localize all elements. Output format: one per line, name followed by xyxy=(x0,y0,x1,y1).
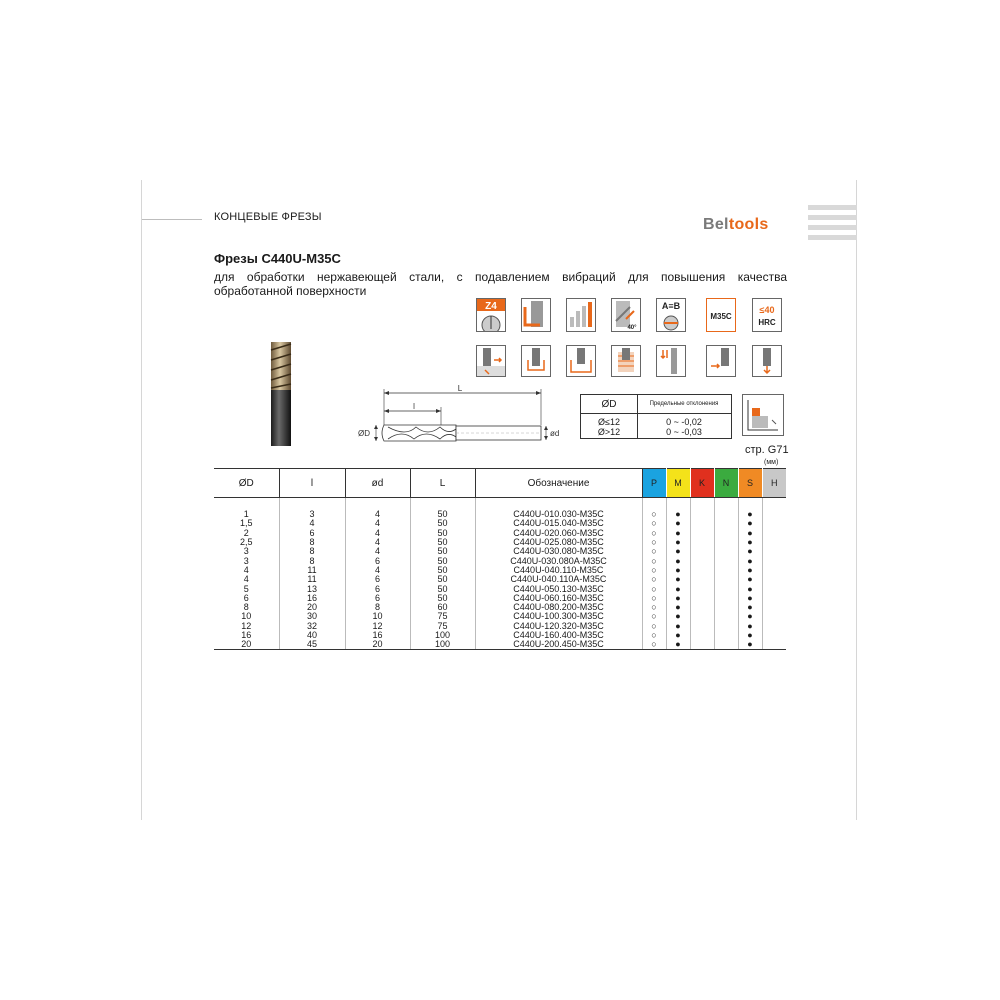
cell-iso-p: ○ xyxy=(642,529,666,538)
cell-iso-h xyxy=(762,566,786,575)
cell-iso-n xyxy=(714,538,738,547)
table-row xyxy=(214,519,786,528)
cell-iso-s: ● xyxy=(738,510,762,519)
cell-L: 75 xyxy=(410,612,475,621)
table-body xyxy=(214,498,786,650)
cell-code: C440U-100.300-M35C xyxy=(475,612,642,621)
cell-iso-m: ● xyxy=(666,584,690,593)
cell-iso-s: ● xyxy=(738,575,762,584)
cell-d: 6 xyxy=(345,594,410,603)
svg-text:A≡B: A≡B xyxy=(661,301,681,311)
cell-l: 11 xyxy=(279,575,345,584)
cell-d: 20 xyxy=(345,640,410,650)
cell-iso-m: ● xyxy=(666,538,690,547)
drill-down-icon xyxy=(752,345,782,377)
cell-d: 6 xyxy=(345,556,410,565)
table-row xyxy=(214,510,786,519)
cell-iso-m: ● xyxy=(666,529,690,538)
cell-code: C440U-060.160-M35C xyxy=(475,594,642,603)
side-milling-icon xyxy=(476,345,506,377)
cell-iso-s: ● xyxy=(738,594,762,603)
svg-text:L: L xyxy=(457,385,463,393)
cell-iso-m: ● xyxy=(666,566,690,575)
cell-iso-s: ● xyxy=(738,538,762,547)
cell-code: C440U-030.080-M35C xyxy=(475,547,642,556)
cell-d: 10 xyxy=(345,612,410,621)
cell-code: C440U-010.030-M35C xyxy=(475,510,642,519)
cell-iso-s: ● xyxy=(738,529,762,538)
cell-iso-m: ● xyxy=(666,556,690,565)
z4-icon xyxy=(476,298,506,332)
cell-l: 6 xyxy=(279,529,345,538)
table-row xyxy=(214,529,786,538)
table-row xyxy=(214,631,786,640)
dimension-drawing xyxy=(356,385,566,450)
cell-iso-k xyxy=(690,566,714,575)
cell-iso-n xyxy=(714,575,738,584)
table-header-row xyxy=(214,469,786,498)
cell-L: 50 xyxy=(410,584,475,593)
cell-L: 50 xyxy=(410,519,475,528)
m35c-icon xyxy=(706,298,736,332)
cell-iso-p: ○ xyxy=(642,547,666,556)
plunge-icon xyxy=(656,345,686,377)
tolerance-d-2: Ø>12 xyxy=(597,427,621,437)
cell-D: 3 xyxy=(214,547,279,556)
tolerance-chart-icon xyxy=(742,394,784,436)
cell-iso-n xyxy=(714,594,738,603)
cell-L: 50 xyxy=(410,556,475,565)
cell-iso-h xyxy=(762,575,786,584)
section-title: КОНЦЕВЫЕ ФРЕЗЫ xyxy=(214,211,322,223)
cell-iso-h xyxy=(762,612,786,621)
cell-l: 45 xyxy=(279,640,345,650)
cell-iso-s: ● xyxy=(738,631,762,640)
cell-d: 6 xyxy=(345,575,410,584)
table-row xyxy=(214,584,786,593)
header-rule xyxy=(142,219,202,220)
cell-l: 16 xyxy=(279,594,345,603)
cell-D: 4 xyxy=(214,566,279,575)
cell-D: 4 xyxy=(214,575,279,584)
cell-d: 4 xyxy=(345,519,410,528)
table-row xyxy=(214,575,786,584)
cell-iso-p: ○ xyxy=(642,575,666,584)
corner-radius-icon xyxy=(521,298,551,332)
cell-L: 50 xyxy=(410,510,475,519)
cell-D: 20 xyxy=(214,640,279,650)
cell-iso-p: ○ xyxy=(642,640,666,650)
cell-l: 8 xyxy=(279,547,345,556)
cell-iso-k xyxy=(690,603,714,612)
svg-text:M35C: M35C xyxy=(710,312,732,321)
iso-k: K xyxy=(690,469,714,498)
cell-l: 11 xyxy=(279,566,345,575)
cell-iso-k xyxy=(690,640,714,650)
svg-text:ØD: ØD xyxy=(358,429,370,438)
cell-d: 12 xyxy=(345,622,410,631)
cell-code: C440U-050.130-M35C xyxy=(475,584,642,593)
cell-iso-p: ○ xyxy=(642,538,666,547)
cell-iso-m: ● xyxy=(666,547,690,556)
a-b-icon xyxy=(656,298,686,332)
cell-iso-m: ● xyxy=(666,519,690,528)
tolerance-col-d: ØD xyxy=(601,398,617,410)
cell-L: 50 xyxy=(410,594,475,603)
cell-iso-s: ● xyxy=(738,612,762,621)
cell-iso-h xyxy=(762,556,786,565)
table-row xyxy=(214,547,786,556)
cell-iso-h xyxy=(762,631,786,640)
pocket-icon xyxy=(566,345,596,377)
table-row xyxy=(214,556,786,565)
cell-iso-s: ● xyxy=(738,556,762,565)
cell-l: 13 xyxy=(279,584,345,593)
cell-iso-h xyxy=(762,594,786,603)
cell-iso-s: ● xyxy=(738,622,762,631)
page-reference: стр. G71 xyxy=(745,444,789,456)
col-header-flute-length: l xyxy=(279,469,345,498)
table-row xyxy=(214,566,786,575)
cell-iso-h xyxy=(762,603,786,612)
cell-iso-k xyxy=(690,594,714,603)
cell-l: 20 xyxy=(279,603,345,612)
svg-text:≤40: ≤40 xyxy=(759,305,775,315)
svg-text:Z4: Z4 xyxy=(485,301,497,312)
cell-code: C440U-020.060-M35C xyxy=(475,529,642,538)
cell-iso-k xyxy=(690,622,714,631)
cell-L: 50 xyxy=(410,529,475,538)
tolerance-value-2: 0 ~ -0,03 xyxy=(666,427,702,437)
cell-L: 75 xyxy=(410,622,475,631)
svg-text:ød: ød xyxy=(550,429,560,438)
table-row xyxy=(214,538,786,547)
cell-D: 16 xyxy=(214,631,279,640)
tolerance-d-1: Ø≤12 xyxy=(598,417,620,427)
cell-d: 4 xyxy=(345,529,410,538)
cell-iso-p: ○ xyxy=(642,603,666,612)
product-description: для обработки нержавеющей стали, с подавлением вибраций для повышения качества обработанной поверхности xyxy=(214,270,787,298)
cell-code: C440U-030.080A-M35C xyxy=(475,556,642,565)
cell-iso-k xyxy=(690,584,714,593)
right-margin-line xyxy=(856,180,857,820)
cell-iso-k xyxy=(690,538,714,547)
col-header-length: L xyxy=(410,469,475,498)
cell-iso-m: ● xyxy=(666,510,690,519)
cell-iso-p: ○ xyxy=(642,519,666,528)
cell-iso-s: ● xyxy=(738,584,762,593)
col-header-diameter: ØD xyxy=(214,469,279,498)
cell-iso-m: ● xyxy=(666,603,690,612)
dimensions-table xyxy=(214,468,786,650)
cell-l: 32 xyxy=(279,622,345,631)
tolerance-table xyxy=(580,394,732,439)
cell-D: 1,5 xyxy=(214,519,279,528)
cell-d: 4 xyxy=(345,510,410,519)
cell-D: 3 xyxy=(214,556,279,565)
cell-iso-h xyxy=(762,529,786,538)
table-row xyxy=(214,622,786,631)
cell-iso-p: ○ xyxy=(642,631,666,640)
cell-iso-k xyxy=(690,519,714,528)
end-mill-photo xyxy=(268,340,294,448)
cell-D: 2,5 xyxy=(214,538,279,547)
cell-iso-s: ● xyxy=(738,566,762,575)
table-row xyxy=(214,612,786,621)
cell-d: 4 xyxy=(345,566,410,575)
helix-40-icon xyxy=(611,298,641,332)
cell-code: C440U-025.080-M35C xyxy=(475,538,642,547)
cell-iso-h xyxy=(762,640,786,650)
cell-iso-m: ● xyxy=(666,631,690,640)
cell-L: 50 xyxy=(410,547,475,556)
cell-iso-m: ● xyxy=(666,640,690,650)
cell-iso-m: ● xyxy=(666,612,690,621)
cell-iso-n xyxy=(714,566,738,575)
col-header-code: Обозначение xyxy=(475,469,642,498)
cell-D: 12 xyxy=(214,622,279,631)
cell-iso-s: ● xyxy=(738,519,762,528)
cell-iso-k xyxy=(690,631,714,640)
hrc-icon xyxy=(752,298,782,332)
tolerance-value-1: 0 ~ -0,02 xyxy=(666,417,702,427)
table-row xyxy=(214,594,786,603)
cell-L: 60 xyxy=(410,603,475,612)
cell-l: 4 xyxy=(279,519,345,528)
flute-length-icon xyxy=(566,298,596,332)
cell-iso-m: ● xyxy=(666,575,690,584)
cell-iso-h xyxy=(762,510,786,519)
cell-l: 30 xyxy=(279,612,345,621)
cell-code: C440U-160.400-M35C xyxy=(475,631,642,640)
cell-L: 100 xyxy=(410,631,475,640)
cell-iso-n xyxy=(714,612,738,621)
iso-p: P xyxy=(642,469,666,498)
cell-iso-s: ● xyxy=(738,547,762,556)
cell-iso-k xyxy=(690,556,714,565)
cell-iso-k xyxy=(690,547,714,556)
iso-s: S xyxy=(738,469,762,498)
cell-d: 4 xyxy=(345,538,410,547)
cell-d: 8 xyxy=(345,603,410,612)
cell-code: C440U-120.320-M35C xyxy=(475,622,642,631)
cell-d: 6 xyxy=(345,584,410,593)
cell-iso-n xyxy=(714,603,738,612)
cell-iso-h xyxy=(762,622,786,631)
cell-L: 50 xyxy=(410,575,475,584)
cell-iso-k xyxy=(690,612,714,621)
cell-iso-p: ○ xyxy=(642,612,666,621)
cell-iso-m: ● xyxy=(666,594,690,603)
cell-d: 16 xyxy=(345,631,410,640)
svg-text:HRC: HRC xyxy=(758,318,776,327)
cell-code: C440U-200.450-M35C xyxy=(475,640,642,650)
cell-D: 2 xyxy=(214,529,279,538)
cell-iso-n xyxy=(714,622,738,631)
cell-iso-n xyxy=(714,584,738,593)
product-title: Фрезы C440U-M35C xyxy=(214,251,341,266)
cell-iso-p: ○ xyxy=(642,556,666,565)
slotting-icon xyxy=(521,345,551,377)
left-margin-line xyxy=(141,180,142,820)
cell-iso-n xyxy=(714,640,738,650)
cell-L: 50 xyxy=(410,538,475,547)
cell-iso-n xyxy=(714,556,738,565)
col-header-shank: ød xyxy=(345,469,410,498)
cell-iso-h xyxy=(762,584,786,593)
cell-iso-h xyxy=(762,519,786,528)
cell-D: 6 xyxy=(214,594,279,603)
cell-L: 100 xyxy=(410,640,475,650)
ramping-icon xyxy=(611,345,641,377)
cell-L: 50 xyxy=(410,566,475,575)
cell-D: 1 xyxy=(214,510,279,519)
brand-logo: Beltools xyxy=(703,216,769,233)
cell-iso-n xyxy=(714,529,738,538)
tolerance-col-deviation: Предельные отклонения xyxy=(649,401,719,407)
cell-code: C440U-015.040-M35C xyxy=(475,519,642,528)
cell-iso-n xyxy=(714,510,738,519)
cell-iso-p: ○ xyxy=(642,622,666,631)
cell-iso-s: ● xyxy=(738,640,762,650)
svg-text:l: l xyxy=(413,402,415,411)
cell-iso-n xyxy=(714,519,738,528)
cell-iso-s: ● xyxy=(738,603,762,612)
cell-iso-n xyxy=(714,631,738,640)
cell-d: 4 xyxy=(345,547,410,556)
cell-D: 10 xyxy=(214,612,279,621)
cell-code: C440U-040.110A-M35C xyxy=(475,575,642,584)
unit-label: (мм) xyxy=(764,459,779,466)
svg-text:40°: 40° xyxy=(627,325,637,331)
cell-l: 40 xyxy=(279,631,345,640)
cell-iso-n xyxy=(714,547,738,556)
cell-iso-k xyxy=(690,529,714,538)
cell-code: C440U-080.200-M35C xyxy=(475,603,642,612)
iso-h: H xyxy=(762,469,786,498)
cell-iso-h xyxy=(762,538,786,547)
cell-D: 5 xyxy=(214,584,279,593)
cell-iso-p: ○ xyxy=(642,594,666,603)
cell-iso-k xyxy=(690,575,714,584)
cell-iso-h xyxy=(762,547,786,556)
cell-l: 3 xyxy=(279,510,345,519)
profile-icon xyxy=(706,345,736,377)
cell-D: 8 xyxy=(214,603,279,612)
cell-l: 8 xyxy=(279,538,345,547)
header-stripes xyxy=(808,205,857,245)
table-row xyxy=(214,640,786,650)
cell-iso-m: ● xyxy=(666,622,690,631)
cell-iso-p: ○ xyxy=(642,510,666,519)
cell-iso-p: ○ xyxy=(642,566,666,575)
table-row xyxy=(214,603,786,612)
cell-iso-p: ○ xyxy=(642,584,666,593)
cell-iso-k xyxy=(690,510,714,519)
cell-l: 8 xyxy=(279,556,345,565)
cell-code: C440U-040.110-M35C xyxy=(475,566,642,575)
iso-m: M xyxy=(666,469,690,498)
iso-n: N xyxy=(714,469,738,498)
